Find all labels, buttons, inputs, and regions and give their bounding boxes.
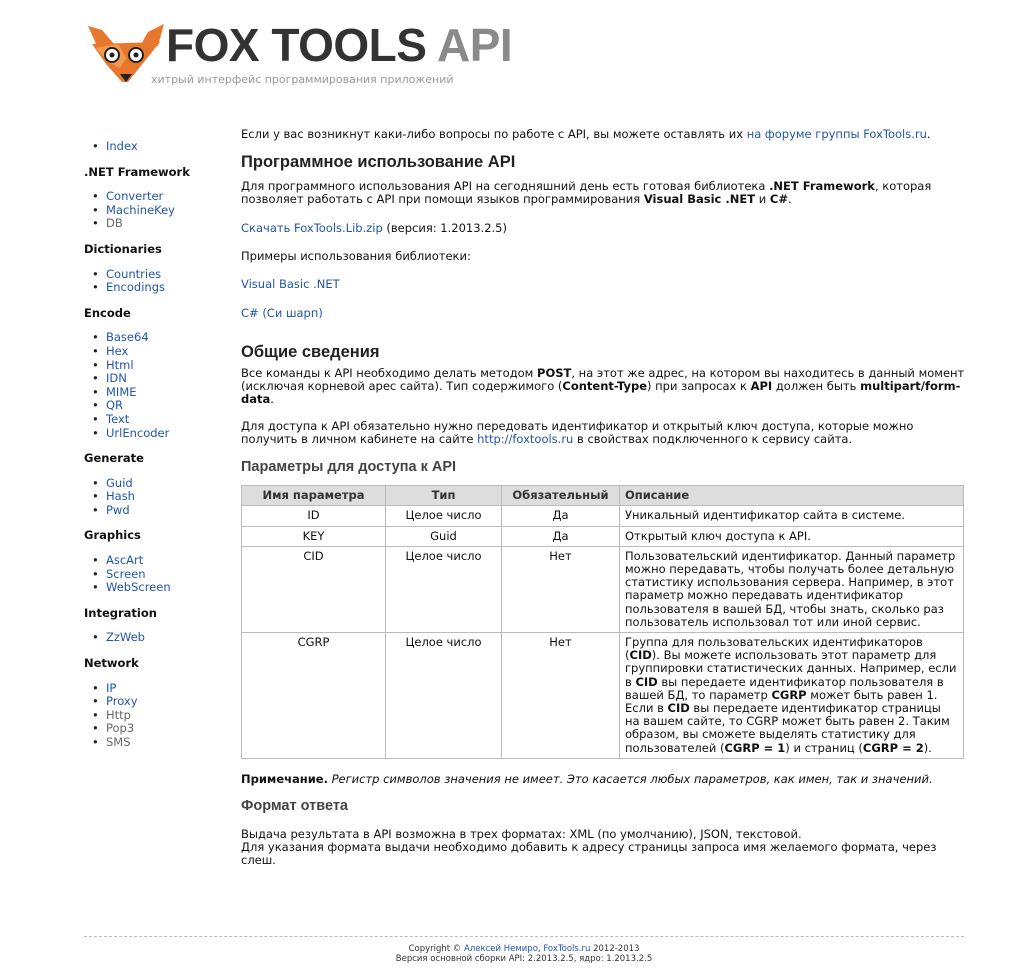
intro-end: . xyxy=(926,127,931,141)
param-required: Да xyxy=(502,506,620,526)
sidebar-item xyxy=(84,504,224,518)
sidebar-list-dictionaries xyxy=(84,268,224,295)
sidebar-item xyxy=(84,631,224,645)
page-footer xyxy=(84,944,964,964)
intro-text: Если у вас возникнут каки-либо вопросы по работе с API, вы можете оставлять их xyxy=(241,127,747,141)
footer-divider xyxy=(84,936,964,937)
sidebar-item xyxy=(84,554,224,568)
column-header-required: Обязательный xyxy=(502,486,620,506)
param-description: Уникальный идентификатор сайта в системе. xyxy=(620,506,964,526)
author-link[interactable]: Алексей Немиро xyxy=(464,944,538,954)
examples-label: Примеры использования библиотеки: xyxy=(241,249,471,264)
sidebar-item xyxy=(84,477,224,491)
param-name: ID xyxy=(242,506,386,526)
desc-text: вы передаете идентификатор пользователя в вашей БД, то параметр xyxy=(625,674,944,702)
sidebar-item xyxy=(84,736,224,750)
forum-link[interactable]: на форуме группы FoxTools.ru xyxy=(746,127,927,141)
copyright-years: 2012-2013 xyxy=(590,944,640,954)
sidebar-top-list xyxy=(84,140,224,154)
sidebar-list-graphics xyxy=(84,554,224,595)
sidebar-link-ascart[interactable]: AscArt xyxy=(106,553,144,568)
sidebar-item xyxy=(84,386,224,400)
sidebar-item xyxy=(84,695,224,709)
param-type: Guid xyxy=(386,526,502,546)
example-vb-paragraph xyxy=(241,278,965,291)
desc-bold: CGRP = 2 xyxy=(862,740,924,755)
sidebar-link-zzweb[interactable]: ZzWeb xyxy=(106,630,145,645)
table-row xyxy=(242,632,964,758)
sidebar-section-encode: Encode xyxy=(84,305,131,320)
sidebar-link-proxy[interactable]: Proxy xyxy=(106,694,138,709)
download-paragraph xyxy=(241,222,965,235)
sidebar-item xyxy=(84,345,224,359)
sidebar-section-network: Network xyxy=(84,656,139,671)
sidebar-link-pwd[interactable]: Pwd xyxy=(106,502,130,517)
sidebar-link-countries[interactable]: Countries xyxy=(106,266,162,281)
usage-text: Для программного использования API на сегодняшний день есть готовая библиотека xyxy=(241,178,770,193)
param-name: CGRP xyxy=(242,632,386,758)
sidebar-list-encode xyxy=(84,331,224,440)
format-line-1: Выдача результата в API возможна в трех форматах: XML (по умолчанию), JSON, текстовой. xyxy=(241,826,802,841)
site-tagline: хитрый интерфейс программирования приложений xyxy=(151,73,454,86)
copyright-text: Copyright © xyxy=(408,944,464,954)
param-required: Да xyxy=(502,526,620,546)
desc-bold: CGRP xyxy=(771,687,807,702)
copyright-sep: , xyxy=(537,944,544,954)
general-text: должен быть xyxy=(772,379,861,394)
sidebar-item xyxy=(84,427,224,441)
general-text: Для доступа к API обязательно нужно передовать идентификатор и открытый ключ доступа, которые можно получить в личном кабинете на сайте xyxy=(241,418,914,447)
table-header-row xyxy=(242,486,964,506)
note-text: Регистр символов значения не имеет. Это касается любых параметров, как имен, так и значений. xyxy=(327,771,933,786)
param-name: KEY xyxy=(242,526,386,546)
sidebar-item xyxy=(84,190,224,204)
sidebar-link-hex[interactable]: Hex xyxy=(106,343,129,358)
heading-params: Параметры для доступа к API xyxy=(241,458,457,475)
sidebar-link-idn[interactable]: IDN xyxy=(106,371,127,386)
desc-text: ) и страниц ( xyxy=(785,740,863,755)
params-table xyxy=(241,485,964,759)
sidebar-nav xyxy=(84,140,224,750)
table-row xyxy=(242,506,964,526)
sidebar-link-encodings[interactable]: Encodings xyxy=(106,280,165,295)
desc-bold: CID xyxy=(667,700,690,715)
sidebar-text-pop3: Pop3 xyxy=(106,721,135,736)
general-bold-api: API xyxy=(750,379,773,394)
sidebar-item xyxy=(84,568,224,582)
sidebar-item xyxy=(84,331,224,345)
example-cs-paragraph xyxy=(241,307,965,320)
sidebar-list-network xyxy=(84,682,224,750)
sidebar-item xyxy=(84,359,224,373)
usage-bold-netfx: .NET Framework xyxy=(769,178,875,193)
sidebar-link-webscreen[interactable]: WebScreen xyxy=(106,580,171,595)
sidebar-link-text[interactable]: Text xyxy=(106,411,130,426)
sidebar-list-netframework xyxy=(84,190,224,231)
sidebar-link-machinekey[interactable]: MachineKey xyxy=(106,202,175,217)
general-bold-multipart: multipart/form-data xyxy=(241,379,961,407)
format-paragraph xyxy=(241,828,965,868)
sidebar-section-integration: Integration xyxy=(84,605,157,620)
sidebar-text-sms: SMS xyxy=(106,735,131,749)
param-description: Открытый ключ доступа к API. xyxy=(620,526,964,546)
sidebar-link-mime[interactable]: MIME xyxy=(106,384,137,399)
general-bold-post: POST xyxy=(537,365,572,380)
sidebar-text-db: DB xyxy=(106,216,123,231)
desc-bold: CID xyxy=(629,648,652,663)
param-required: Нет xyxy=(502,546,620,632)
sidebar-link-screen[interactable]: Screen xyxy=(106,566,146,581)
download-lib-link[interactable]: Скачать FoxTools.Lib.zip xyxy=(241,220,383,235)
param-required: Нет xyxy=(502,632,620,758)
sidebar-link-html[interactable]: Html xyxy=(106,357,134,372)
note-paragraph xyxy=(241,773,965,786)
sidebar-section-generate: Generate xyxy=(84,451,144,466)
table-row xyxy=(242,546,964,632)
sidebar-item xyxy=(84,413,224,427)
example-vb-link[interactable]: Visual Basic .NET xyxy=(241,277,340,292)
general-text: Все команды к API необходимо делать методом xyxy=(241,365,538,380)
general-text: ) при запросах к xyxy=(647,379,751,394)
sidebar-item xyxy=(84,204,224,218)
sidebar-item xyxy=(84,581,224,595)
heading-format: Формат ответа xyxy=(241,798,348,815)
sidebar-link-index[interactable]: Index xyxy=(106,139,138,153)
sidebar-text-http: Http xyxy=(106,707,131,722)
sidebar-item xyxy=(84,709,224,723)
usage-bold-vb: Visual Basic .NET xyxy=(643,192,756,207)
sidebar-link-ip[interactable]: IP xyxy=(106,680,117,695)
sidebar-item-index xyxy=(84,140,224,154)
desc-text: ). xyxy=(923,740,932,755)
usage-text: , которая позволяет работать с API при помощи языков программирования xyxy=(241,178,932,207)
general-bold-content-type: Content-Type xyxy=(562,379,648,394)
sidebar-item xyxy=(84,399,224,413)
usage-text: . xyxy=(787,192,792,207)
sidebar-link-base64[interactable]: Base64 xyxy=(106,330,149,345)
sidebar-item xyxy=(84,722,224,736)
sidebar-section-netframework: .NET Framework xyxy=(84,164,190,179)
logo-title-main: FOX TOOLS xyxy=(166,19,427,71)
foxtools-site-link[interactable]: http://foxtools.ru xyxy=(477,432,574,447)
sidebar-item xyxy=(84,372,224,386)
column-header-description: Описание xyxy=(620,486,964,506)
logo-title-api: API xyxy=(437,19,513,71)
footer-copyright xyxy=(84,944,964,954)
param-description xyxy=(620,632,964,758)
usage-bold-cs: C# xyxy=(769,192,788,207)
desc-text: вы передаете идентификатор страницы на вашем сайте, то CGRP может быть равен 2. Таким образом, вы сможете выделять статистику для пользователей ( xyxy=(625,700,950,755)
sidebar-item xyxy=(84,268,224,282)
note-label: Примечание. xyxy=(241,771,328,786)
general-paragraph-1 xyxy=(241,367,965,407)
usage-text: и xyxy=(755,192,770,207)
heading-usage: Программное использование API xyxy=(241,153,516,172)
general-text: . xyxy=(270,392,274,407)
sidebar-link-qr[interactable]: QR xyxy=(106,398,124,413)
column-header-type: Тип xyxy=(386,486,502,506)
sidebar-item xyxy=(84,490,224,504)
heading-general: Общие сведения xyxy=(241,343,380,362)
footer-version: Версия основной сборки API: 2.2013.2.5, ядро: 1.2013.2.5 xyxy=(395,954,653,964)
desc-text: ). Вы можете использовать этот параметр для группировки статистических данных. Например, если в xyxy=(625,648,957,689)
site-link[interactable]: FoxTools.ru xyxy=(543,944,591,954)
sidebar-list-integration xyxy=(84,631,224,645)
desc-bold: CID xyxy=(635,674,658,689)
general-text: , на этот же адрес, на котором вы находитесь в данный момент (исключая корневой арес сайта). Тип содержимого ( xyxy=(241,365,965,394)
column-header-name: Имя параметра xyxy=(242,486,386,506)
param-description: Пользовательский идентификатор. Данный параметр можно передавать, чтобы получать более детальную статистику использования сервера. Например, в этот параметр можно передавать идентификатор пользователя в вашей БД, чтобы знать, сколько раз пользователь использовал тот или иной сервис. xyxy=(620,546,964,632)
site-logo-title[interactable] xyxy=(166,20,512,70)
param-name: CID xyxy=(242,546,386,632)
sidebar-link-guid[interactable]: Guid xyxy=(106,475,133,490)
sidebar-link-converter[interactable]: Converter xyxy=(106,189,164,204)
main-content xyxy=(241,128,965,868)
sidebar-item xyxy=(84,281,224,295)
intro-paragraph xyxy=(241,128,965,141)
general-paragraph-2 xyxy=(241,420,965,447)
desc-text: может быть равен 1. Если в xyxy=(625,687,938,715)
desc-bold: CGRP = 1 xyxy=(724,740,786,755)
usage-paragraph xyxy=(241,180,965,207)
download-version: (версия: 1.2013.2.5) xyxy=(382,220,507,235)
table-row xyxy=(242,526,964,546)
sidebar-item xyxy=(84,682,224,696)
desc-text: Группа для пользовательских идентификаторов ( xyxy=(625,634,923,663)
param-type: Целое число xyxy=(386,632,502,758)
param-type: Целое число xyxy=(386,546,502,632)
sidebar-list-generate xyxy=(84,477,224,518)
sidebar-item xyxy=(84,217,224,231)
general-text: в свойствах подключенного к сервису сайта. xyxy=(573,432,853,447)
sidebar-section-graphics: Graphics xyxy=(84,528,141,543)
param-type: Целое число xyxy=(386,506,502,526)
example-cs-link[interactable]: C# (Си шарп) xyxy=(241,305,323,320)
sidebar-link-urlencoder[interactable]: UrlEncoder xyxy=(106,425,170,440)
sidebar-section-dictionaries: Dictionaries xyxy=(84,241,162,256)
format-line-2: Для указания формата выдачи необходимо добавить к адресу страницы запроса имя желаемого формата, через слеш. xyxy=(241,839,937,868)
sidebar-link-hash[interactable]: Hash xyxy=(106,489,135,504)
